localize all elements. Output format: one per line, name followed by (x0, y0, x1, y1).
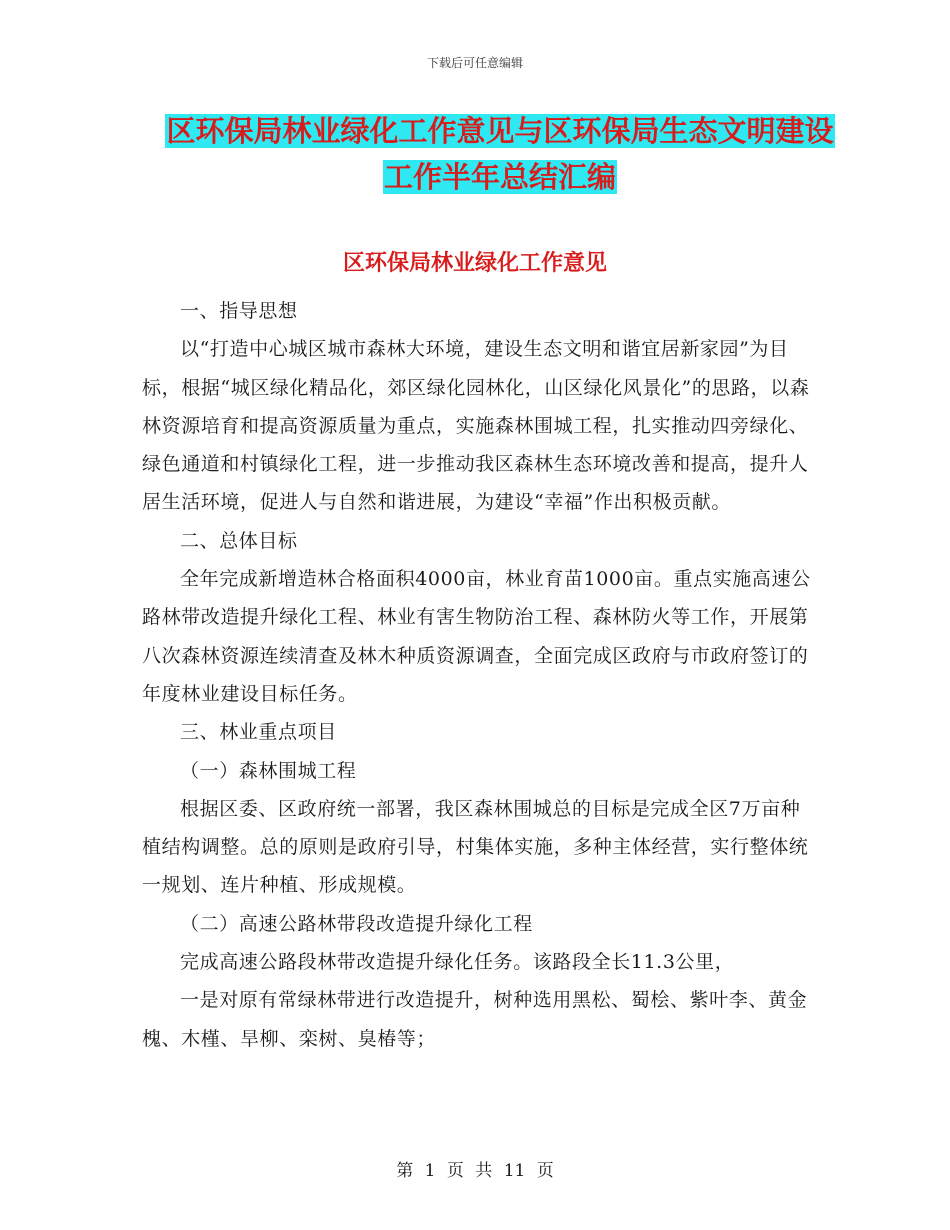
heading-overall-goal: 二、总体目标 (180, 529, 298, 552)
title-line-1: 区环保局林业绿化工作意见与区环保局生态文明建设 (166, 114, 834, 148)
title-line-2: 工作半年总结汇编 (383, 160, 616, 194)
subheading-forest-city: （一）森林围城工程 (180, 759, 357, 782)
page-label: 第 (396, 1161, 414, 1181)
total-label: 共 (475, 1161, 493, 1181)
paragraph: 全年完成新增造林合格面积4000亩，林业育苗1000亩。重点实施高速公路林带改造提升绿化工程、林业有害生物防治工程、森林防火等工作，开展第八次森林资源连续清查及林木种质资源调查，全面完成区政府与市政府签订的年度林业建设目标任务。 (142, 568, 811, 705)
paragraph: 以“打造中心城区城市森林大环境，建设生态文明和谐宜居新家园”为目标，根据“城区绿化精品化，郊区绿化园林化，山区绿化风景化”的思路，以森林资源培育和提高资源质量为重点，实施森林围城工程，扎实推动四旁绿化、绿色通道和村镇绿化工程，进一步推动我区森林生态环境改善和提高，提升人居生活环境，促进人与自然和谐进展，为建设“幸福”作出积极贡献。 (142, 338, 810, 514)
subheading-highway-greening: （二）高速公路林带段改造提升绿化工程 (180, 912, 533, 935)
page-footer (0, 1156, 950, 1181)
heading-guiding-ideology: 一、指导思想 (180, 300, 298, 322)
total-unit: 页 (536, 1161, 554, 1181)
document-title (150, 108, 850, 200)
total-pages: 11 (503, 1161, 526, 1181)
header-note: 下载后可任意编辑 (426, 56, 523, 70)
paragraph: 一是对原有常绿林带进行改造提升，树种选用黑松、蜀桧、紫叶李、黄金槐、木槿、旱柳、栾树、臭椿等； (142, 989, 808, 1050)
paragraph: 完成高速公路段林带改造提升绿化任务。该路段全长11.3公里， (180, 951, 735, 974)
paragraph: 根据区委、区政府统一部署，我区森林围城总的目标是完成全区7万亩种植结构调整。总的原则是政府引导，村集体实施，多种主体经营，实行整体统一规划、连片种植、形成规模。 (142, 797, 809, 897)
page-unit: 页 (446, 1161, 464, 1181)
section-title: 区环保局林业绿化工作意见 (342, 250, 607, 276)
document-body (142, 292, 812, 1058)
page-number: 1 (424, 1161, 436, 1181)
heading-key-projects: 三、林业重点项目 (180, 721, 337, 744)
